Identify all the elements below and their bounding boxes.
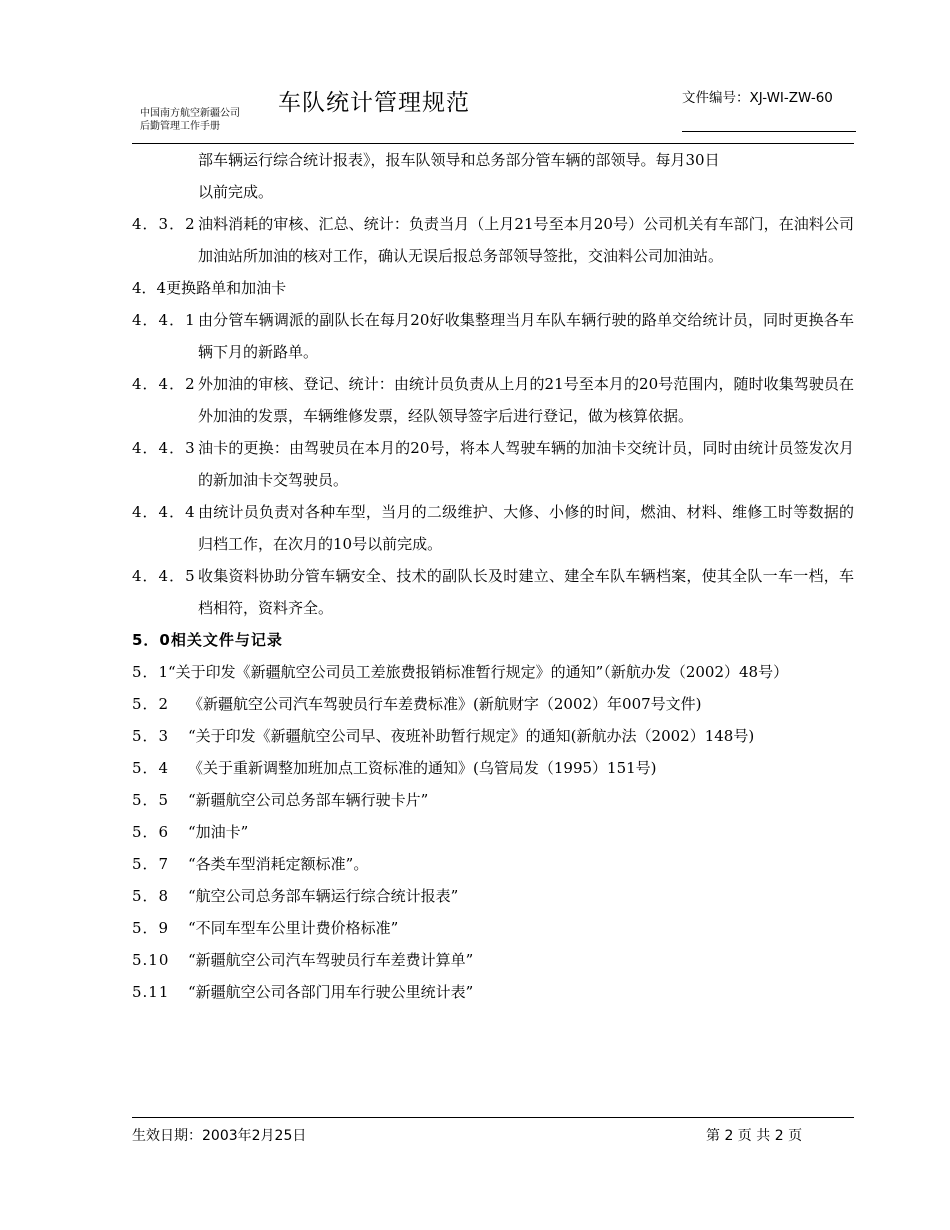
company-line-1: 中国南方航空新疆公司 bbox=[140, 108, 240, 119]
section-text: 外加油的审核、登记、统计：由统计员负责从上月的21号至本月的20号范围内，随时收集驾驶员在外加油的发票，车辆维修发票，经队领导签字后进行登记，做为核算依据。 bbox=[198, 375, 854, 425]
reference-text: “新疆航空公司汽车驾驶员行车差费计算单” bbox=[188, 951, 474, 969]
company-name bbox=[140, 107, 240, 133]
reference-number: 5．4 bbox=[132, 759, 170, 777]
document-body bbox=[132, 144, 854, 1008]
reference-number: 5．7 bbox=[132, 855, 170, 873]
document-number-underline bbox=[682, 131, 856, 132]
reference-list bbox=[132, 688, 854, 1008]
reference-item bbox=[132, 912, 854, 944]
document-title: 车队统计管理规范 bbox=[278, 90, 470, 116]
reference-text: “加油卡” bbox=[188, 823, 249, 841]
section-number: 4．4．4 bbox=[132, 503, 196, 521]
section-text: 由分管车辆调派的副队长在每月20好收集整理当月车队车辆行驶的路单交给统计员，同时更换各车辆下月的新路单。 bbox=[198, 311, 854, 361]
section-text: 由统计员负责对各种车型，当月的二级维护、大修、小修的时间，燃油、材料、维修工时等数据的归档工作，在次月的10号以前完成。 bbox=[198, 503, 854, 553]
section-4-4-3 bbox=[132, 432, 854, 496]
reference-item bbox=[132, 976, 854, 1008]
section-4-4-4 bbox=[132, 496, 854, 560]
reference-number: 5．8 bbox=[132, 887, 170, 905]
reference-item bbox=[132, 688, 854, 720]
document-number: 文件编号：XJ-WI-ZW-60 bbox=[682, 90, 833, 106]
reference-item bbox=[132, 944, 854, 976]
section-4-4-2 bbox=[132, 368, 854, 432]
reference-text: “关于印发《新疆航空公司员工差旅费报销标准暂行规定》的通知”（新航办发（2002）48号） bbox=[168, 663, 789, 681]
section-text: 收集资料协助分管车辆安全、技术的副队长及时建立、建全车队车辆档案，使其全队一车一档，车档相符，资料齐全。 bbox=[198, 567, 854, 617]
section-text: 油卡的更换：由驾驶员在本月的20号，将本人驾驶车辆的加油卡交统计员，同时由统计员签发次月的新加油卡交驾驶员。 bbox=[198, 439, 854, 489]
reference-number: 5．6 bbox=[132, 823, 170, 841]
reference-number: 5．5 bbox=[132, 791, 170, 809]
reference-item bbox=[132, 848, 854, 880]
continued-line-1: 部车辆运行综合统计报表》，报车队领导和总务部分管车辆的部领导。每月30日 bbox=[198, 151, 720, 169]
reference-5-1 bbox=[132, 656, 854, 688]
reference-number: 5．1 bbox=[132, 663, 170, 681]
section-4-4-heading: 4．4更换路单和加油卡 bbox=[132, 279, 287, 297]
reference-text: 《关于重新调整加班加点工资标准的通知》(乌管局发（1995）151号) bbox=[188, 759, 657, 777]
reference-text: “新疆航空公司各部门用车行驶公里统计表” bbox=[188, 983, 474, 1001]
reference-text: 《新疆航空公司汽车驾驶员行车差费标准》(新航财字（2002）年007号文件) bbox=[188, 695, 702, 713]
reference-item bbox=[132, 784, 854, 816]
section-number: 4．4．3 bbox=[132, 439, 196, 457]
reference-number: 5．9 bbox=[132, 919, 170, 937]
section-number: 4．4．1 bbox=[132, 311, 196, 329]
section-number: 4．4．2 bbox=[132, 375, 196, 393]
section-4-4-1 bbox=[132, 304, 854, 368]
reference-item bbox=[132, 880, 854, 912]
reference-text: “不同车型车公里计费价格标准” bbox=[188, 919, 399, 937]
effective-date: 生效日期：2003年2月25日 bbox=[132, 1128, 307, 1144]
reference-number: 5．2 bbox=[132, 695, 170, 713]
reference-number: 5.10 bbox=[132, 951, 170, 969]
section-5-heading: 5．0相关文件与记录 bbox=[132, 631, 283, 649]
reference-text: “关于印发《新疆航空公司早、夜班补助暂行规定》的通知(新航办法（2002）148号) bbox=[188, 727, 755, 745]
section-4-3-2 bbox=[132, 208, 854, 272]
reference-text: “各类车型消耗定额标准”。 bbox=[188, 855, 369, 873]
section-number: 4．3．2 bbox=[132, 215, 196, 233]
page-number: 第 2 页 共 2 页 bbox=[706, 1128, 803, 1144]
reference-text: “新疆航空公司总务部车辆行驶卡片” bbox=[188, 791, 429, 809]
section-text: 油料消耗的审核、汇总、统计：负责当月（上月21号至本月20号）公司机关有车部门，在油料公司加油站所加油的核对工作，确认无误后报总务部领导签批，交油料公司加油站。 bbox=[198, 215, 854, 265]
section-4-4-5 bbox=[132, 560, 854, 624]
reference-item bbox=[132, 752, 854, 784]
reference-text: “航空公司总务部车辆运行综合统计报表” bbox=[188, 887, 459, 905]
footer-divider bbox=[132, 1117, 854, 1118]
continued-line-2: 以前完成。 bbox=[198, 183, 274, 201]
reference-item bbox=[132, 720, 854, 752]
reference-item bbox=[132, 816, 854, 848]
reference-number: 5．3 bbox=[132, 727, 170, 745]
section-number: 4．4．5 bbox=[132, 567, 196, 585]
company-line-2: 后勤管理工作手册 bbox=[140, 121, 220, 132]
reference-number: 5.11 bbox=[132, 983, 170, 1001]
